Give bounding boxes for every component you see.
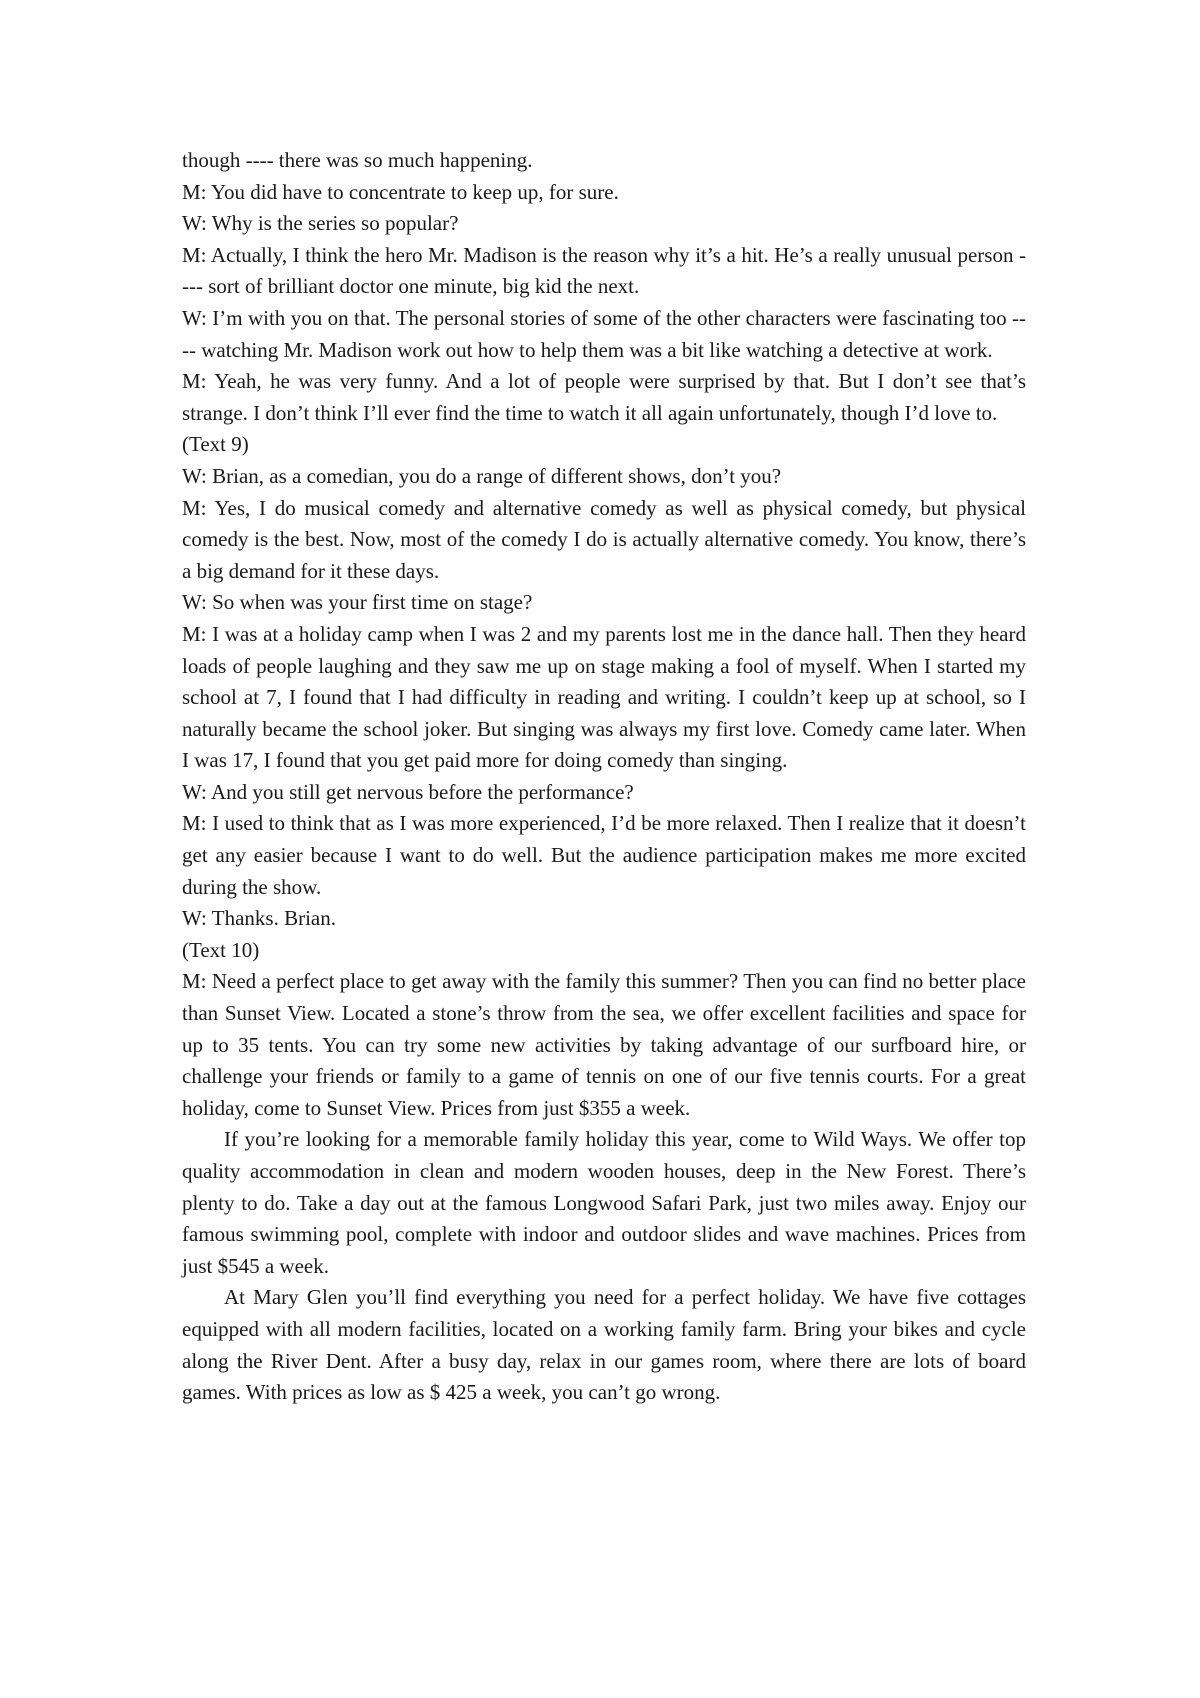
paragraph: At Mary Glen you’ll find everything you need for a perfect holiday. We have five cottages equipped with all modern facilities, located on a working family farm. Bring your bikes and cycle along the River Dent. After a busy day, relax in our games room, where there are lots of board games. With prices as low as $ 425 a week, you can’t go wrong. (182, 1285, 1026, 1405)
paragraph: W: So when was your first time on stage? (182, 590, 533, 615)
paragraph: W: And you still get nervous before the performance? (182, 779, 634, 804)
paragraph: M: Yeah, he was very funny. And a lot of people were surprised by that. But I don’t see that’s strange. I don’t think I’ll ever find the time to watch it all again unfortunately, though I’d love to. (182, 369, 1026, 425)
section-heading-text-10: (Text 10) (182, 937, 260, 962)
paragraph: W: I’m with you on that. The personal stories of some of the other characters were fascinating too ---- watching Mr. Madison work out how to help them was a bit like watching a detective at work. (182, 305, 1026, 362)
paragraph: though ---- there was so much happening. (182, 148, 533, 172)
paragraph: M: Need a perfect place to get away with the family this summer? Then you can find no better place than Sunset View. Located a stone’s throw from the sea, we offer excellent facilities and space for up to 35 tents. You can try some new activities by taking advantage of our surfboard hire, or challenge your friends or family to a game of tennis on one of our five tennis courts. For a great holiday, come to Sunset View. Prices from just $355 a week. (182, 969, 1026, 1120)
paragraph: M: You did have to concentrate to keep up, for sure. (182, 179, 619, 204)
transcript-text (182, 145, 1026, 1409)
paragraph: M: Yes, I do musical comedy and alternative comedy as well as physical comedy, but physical comedy is the best. Now, most of the comedy I do is actually alternative comedy. You know, there’s a big demand for it these days. (182, 495, 1026, 583)
paragraph: M: I used to think that as I was more experienced, I’d be more relaxed. Then I realize that it doesn’t get any easier because I want to do well. But the audience participation makes me more excited during the show. (182, 811, 1026, 899)
paragraph: M: I was at a holiday camp when I was 2 and my parents lost me in the dance hall. Then they heard loads of people laughing and they saw me up on stage making a fool of myself. When I started my school at 7, I found that I had difficulty in reading and writing. I couldn’t keep up at school, so I naturally became the school joker. But singing was always my first love. Comedy came later. When I was 17, I found that you get paid more for doing comedy than singing. (182, 621, 1026, 773)
paragraph: W: Brian, as a comedian, you do a range of different shows, don’t you? (182, 463, 782, 488)
paragraph: If you’re looking for a memorable family holiday this year, come to Wild Ways. We offer top quality accommodation in clean and modern wooden houses, deep in the New Forest. There’s plenty to do. Take a day out at the famous Longwood Safari Park, just two miles away. Enjoy our famous swimming pool, complete with indoor and outdoor slides and wave machines. Prices from just $545 a week. (182, 1127, 1026, 1278)
paragraph: W: Thanks. Brian. (182, 906, 336, 931)
paragraph: M: Actually, I think the hero Mr. Madison is the reason why it’s a hit. He’s a really unusual person ---- sort of brilliant doctor one minute, big kid the next. (182, 242, 1026, 299)
section-heading-text-9: (Text 9) (182, 432, 249, 457)
paragraph: W: Why is the series so popular? (182, 211, 459, 236)
